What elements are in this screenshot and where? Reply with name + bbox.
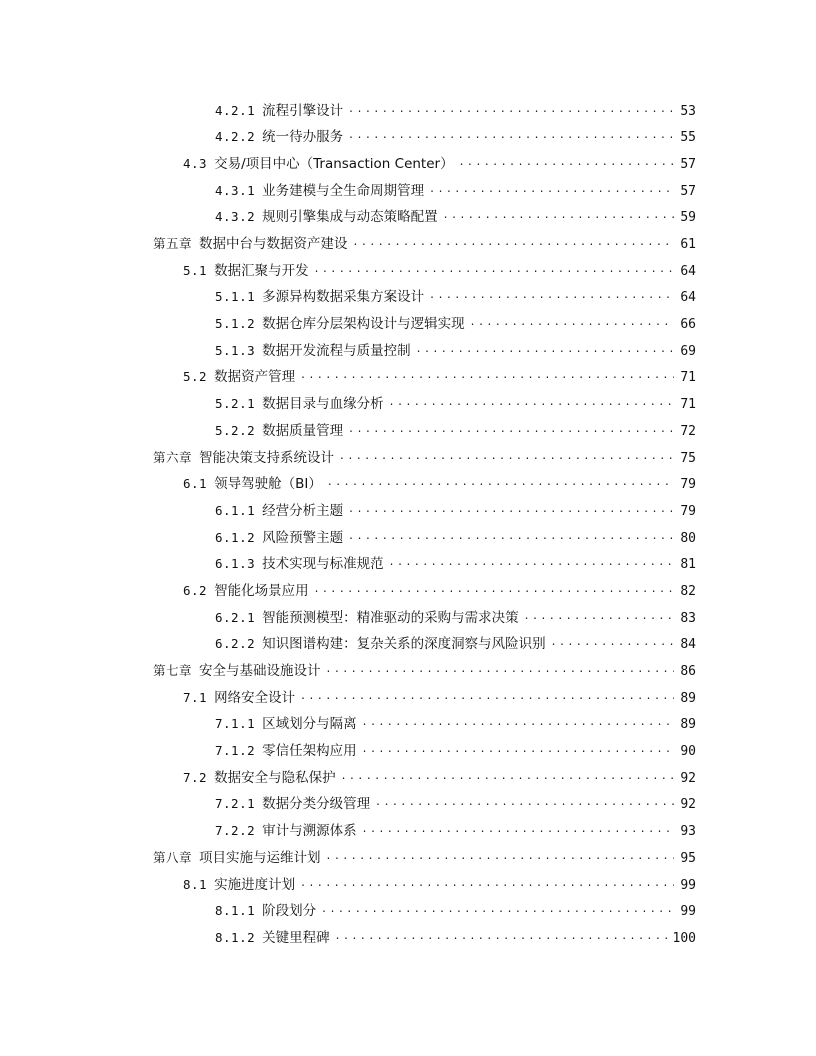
toc-entry-number: 6.1.1	[215, 502, 256, 518]
toc-entry-number: 4.2.2	[215, 129, 256, 145]
toc-entry-page-number: 79	[680, 503, 696, 519]
toc-entry[interactable]	[0, 151, 816, 178]
dot-leader	[349, 532, 674, 542]
toc-entry-number: 7.1	[183, 689, 208, 705]
toc-entry-page-number: 82	[680, 583, 696, 599]
toc-entry-number: 8.1	[183, 876, 208, 892]
toc-entry-title: 智能预测模型：精准驱动的采购与需求决策	[262, 609, 519, 626]
toc-entry-line	[183, 769, 696, 786]
dot-leader	[444, 211, 675, 221]
toc-entry[interactable]	[0, 845, 816, 872]
toc-entry-page-number: 64	[680, 263, 696, 279]
dot-leader	[301, 692, 674, 702]
toc-entry[interactable]	[0, 552, 816, 579]
dot-leader	[390, 558, 675, 568]
toc-entry-number: 5.1.1	[215, 289, 256, 305]
toc-entry-page-number: 79	[680, 477, 696, 493]
toc-entry-line	[183, 478, 696, 492]
dot-leader	[363, 745, 675, 755]
toc-entry[interactable]	[0, 445, 816, 472]
toc-entry-number: 8.1.1	[215, 903, 256, 919]
toc-entry[interactable]	[0, 658, 816, 685]
toc-entry[interactable]	[0, 365, 816, 392]
toc-entry-number: 7.1.1	[215, 716, 256, 732]
table-of-contents	[0, 98, 816, 952]
toc-entry-page-number: 57	[680, 183, 696, 199]
toc-entry-title: 技术实现与标准规范	[262, 556, 384, 573]
toc-entry[interactable]	[0, 98, 816, 125]
toc-entry-page-number: 81	[680, 557, 696, 573]
toc-entry-number: 6.1.3	[215, 556, 256, 572]
toc-entry-page-number: 99	[680, 877, 696, 893]
toc-entry-number: 7.2.2	[215, 823, 256, 839]
dot-leader	[552, 638, 675, 648]
toc-entry-page-number: 59	[680, 210, 696, 226]
toc-entry-number: 5.2.1	[215, 396, 256, 412]
toc-entry-page-number: 61	[680, 237, 696, 253]
toc-entry-title: 区域划分与隔离	[262, 716, 357, 733]
toc-entry-line	[215, 798, 696, 812]
toc-entry-number: 7.2	[183, 769, 208, 785]
toc-entry[interactable]	[0, 899, 816, 926]
toc-entry-line	[215, 929, 696, 946]
toc-entry-line	[153, 849, 696, 866]
dot-leader	[354, 238, 675, 248]
dot-leader	[301, 879, 674, 889]
toc-entry-line	[215, 638, 696, 652]
dot-leader	[315, 265, 675, 275]
toc-entry-number: 4.2.1	[215, 102, 256, 118]
toc-entry-line	[215, 102, 696, 119]
toc-entry-number: 4.3	[183, 155, 208, 171]
toc-entry-line	[215, 318, 696, 332]
dot-leader	[363, 718, 675, 728]
toc-entry-line	[153, 665, 696, 679]
toc-entry-line	[215, 291, 696, 305]
toc-entry-line	[215, 529, 696, 546]
toc-entry-title: 智能决策支持系统设计	[199, 449, 335, 466]
toc-entry-line	[215, 825, 696, 839]
toc-entry-number: 7.2.1	[215, 796, 256, 812]
toc-entry-number: 第七章	[153, 663, 193, 679]
toc-entry-line	[183, 262, 696, 279]
toc-entry-page-number: 95	[680, 850, 696, 866]
dot-leader	[430, 291, 674, 301]
toc-entry[interactable]	[0, 312, 816, 339]
toc-entry[interactable]	[0, 498, 816, 525]
toc-entry-title: 项目实施与运维计划	[199, 849, 321, 866]
toc-entry-title: 数据目录与血缘分析	[262, 396, 384, 413]
toc-entry-page-number: 89	[680, 717, 696, 733]
dot-leader	[301, 371, 674, 381]
dot-leader	[390, 398, 675, 408]
toc-entry-number: 4.3.2	[215, 209, 256, 225]
toc-entry-page-number: 57	[680, 156, 696, 172]
toc-entry-number: 5.2.2	[215, 422, 256, 438]
toc-entry-page-number: 92	[680, 770, 696, 786]
toc-entry-line	[215, 422, 696, 439]
toc-entry-page-number: 100	[672, 930, 696, 946]
toc-entry-page-number: 53	[680, 103, 696, 119]
toc-entry-page-number: 90	[680, 744, 696, 760]
toc-entry-title: 风险预警主题	[262, 529, 344, 546]
toc-entry[interactable]	[0, 231, 816, 258]
toc-entry-page-number: 89	[680, 690, 696, 706]
toc-entry[interactable]	[0, 205, 816, 232]
toc-entry-page-number: 69	[680, 343, 696, 359]
toc-entry-number: 6.2.1	[215, 609, 256, 625]
toc-entry-page-number: 71	[680, 370, 696, 386]
toc-entry-number: 5.1.2	[215, 316, 256, 332]
toc-entry[interactable]	[0, 872, 816, 899]
toc-entry-line	[215, 398, 696, 412]
toc-entry-title: 实施进度计划	[214, 876, 296, 893]
toc-entry-title: 网络安全设计	[214, 689, 296, 706]
dot-leader	[525, 612, 675, 622]
dot-leader	[322, 905, 674, 915]
toc-entry-number: 8.1.2	[215, 929, 256, 945]
toc-entry[interactable]	[0, 525, 816, 552]
toc-entry-title: 流程引擎设计	[262, 102, 344, 119]
toc-entry[interactable]	[0, 578, 816, 605]
toc-entry[interactable]	[0, 605, 816, 632]
toc-entry[interactable]	[0, 338, 816, 365]
toc-entry-number: 6.1.2	[215, 529, 256, 545]
toc-entry-title: 安全与基础设施设计	[199, 663, 321, 680]
dot-leader	[327, 852, 675, 862]
toc-entry[interactable]	[0, 739, 816, 766]
toc-entry-page-number: 83	[680, 610, 696, 626]
toc-entry-page-number: 75	[680, 450, 696, 466]
toc-entry-line	[215, 342, 696, 359]
toc-entry-page-number: 55	[680, 130, 696, 146]
dot-leader	[349, 105, 674, 115]
dot-leader	[315, 585, 675, 595]
toc-entry-line	[153, 449, 696, 466]
toc-entry-title: 数据中台与数据资产建设	[199, 236, 348, 253]
dot-leader	[342, 772, 675, 782]
toc-entry[interactable]	[0, 765, 816, 792]
toc-entry-line	[183, 371, 696, 385]
dot-leader	[471, 318, 675, 328]
dot-leader	[340, 452, 674, 462]
toc-entry-number: 6.2	[183, 582, 208, 598]
dot-leader	[327, 665, 675, 675]
dot-leader	[363, 825, 675, 835]
toc-entry-number: 6.1	[183, 476, 208, 492]
toc-entry[interactable]	[0, 418, 816, 445]
toc-entry-line	[215, 558, 696, 572]
toc-entry[interactable]	[0, 685, 816, 712]
toc-entry-title: 数据汇聚与开发	[214, 262, 309, 279]
toc-entry-number: 第五章	[153, 236, 193, 252]
toc-entry-title: 审计与溯源体系	[262, 823, 357, 840]
toc-entry-line	[183, 155, 696, 172]
toc-entry-line	[215, 745, 696, 759]
toc-entry-line	[153, 238, 696, 252]
toc-entry-page-number: 64	[680, 290, 696, 306]
toc-entry-number: 第八章	[153, 849, 193, 865]
toc-entry-title: 统一待办服务	[262, 129, 344, 146]
toc-entry[interactable]	[0, 125, 816, 152]
toc-entry-title: 业务建模与全生命周期管理	[262, 182, 425, 199]
toc-entry-page-number: 93	[680, 824, 696, 840]
toc-entry[interactable]	[0, 819, 816, 846]
dot-leader	[328, 478, 675, 488]
toc-entry[interactable]	[0, 632, 816, 659]
toc-entry[interactable]	[0, 792, 816, 819]
dot-leader	[336, 932, 667, 942]
toc-entry-title: 数据仓库分层架构设计与逻辑实现	[262, 316, 465, 333]
toc-entry-title: 领导驾驶舱（BI）	[214, 476, 322, 493]
toc-entry-line	[215, 131, 696, 145]
dot-leader	[349, 425, 674, 435]
toc-entry-page-number: 71	[680, 397, 696, 413]
toc-entry-line	[215, 182, 696, 199]
toc-entry-title: 数据资产管理	[214, 369, 296, 386]
toc-entry-title: 经营分析主题	[262, 502, 344, 519]
dot-leader	[349, 505, 674, 515]
toc-entry-title: 关键里程碑	[262, 929, 330, 946]
toc-entry-line	[215, 718, 696, 732]
toc-entry-title: 多源异构数据采集方案设计	[262, 289, 425, 306]
toc-entry[interactable]	[0, 392, 816, 419]
toc-entry-page-number: 92	[680, 797, 696, 813]
toc-entry-title: 零信任架构应用	[262, 743, 357, 760]
toc-entry-line	[215, 211, 696, 225]
toc-entry-line	[215, 609, 696, 626]
dot-leader	[460, 158, 675, 168]
toc-entry-number: 4.3.1	[215, 182, 256, 198]
toc-entry-line	[183, 582, 696, 599]
toc-entry-page-number: 80	[680, 530, 696, 546]
toc-entry-title: 规则引擎集成与动态策略配置	[262, 209, 438, 226]
toc-entry[interactable]	[0, 472, 816, 499]
toc-entry-title: 阶段划分	[262, 903, 317, 920]
toc-entry-line	[183, 689, 696, 706]
toc-entry[interactable]	[0, 285, 816, 312]
toc-entry-line	[215, 502, 696, 519]
toc-entry[interactable]	[0, 925, 816, 952]
toc-entry-number: 第六章	[153, 449, 193, 465]
toc-entry-title: 数据开发流程与质量控制	[262, 342, 411, 359]
toc-entry-number: 5.1	[183, 262, 208, 278]
toc-entry-number: 7.1.2	[215, 743, 256, 759]
toc-entry-number: 5.1.3	[215, 342, 256, 358]
toc-entry-page-number: 99	[680, 904, 696, 920]
dot-leader	[349, 131, 674, 141]
toc-entry-title: 数据安全与隐私保护	[214, 769, 336, 786]
dot-leader	[417, 345, 675, 355]
toc-entry-page-number: 86	[680, 664, 696, 680]
toc-entry-line	[183, 876, 696, 893]
toc-entry-number: 5.2	[183, 369, 208, 385]
toc-entry-title: 数据分类分级管理	[262, 796, 371, 813]
dot-leader	[376, 798, 674, 808]
toc-entry-page-number: 66	[680, 317, 696, 333]
toc-entry-title: 数据质量管理	[262, 422, 344, 439]
toc-entry-page-number: 72	[680, 423, 696, 439]
toc-entry-page-number: 84	[680, 637, 696, 653]
toc-entry-title: 智能化场景应用	[214, 582, 309, 599]
toc-entry[interactable]	[0, 258, 816, 285]
toc-entry[interactable]	[0, 712, 816, 739]
toc-entry[interactable]	[0, 178, 816, 205]
toc-entry-title: 知识图谱构建：复杂关系的深度洞察与风险识别	[262, 636, 546, 653]
dot-leader	[430, 185, 674, 195]
toc-entry-title: 交易/项目中心（Transaction Center）	[214, 155, 454, 172]
toc-entry-number: 6.2.2	[215, 636, 256, 652]
toc-entry-line	[215, 905, 696, 919]
